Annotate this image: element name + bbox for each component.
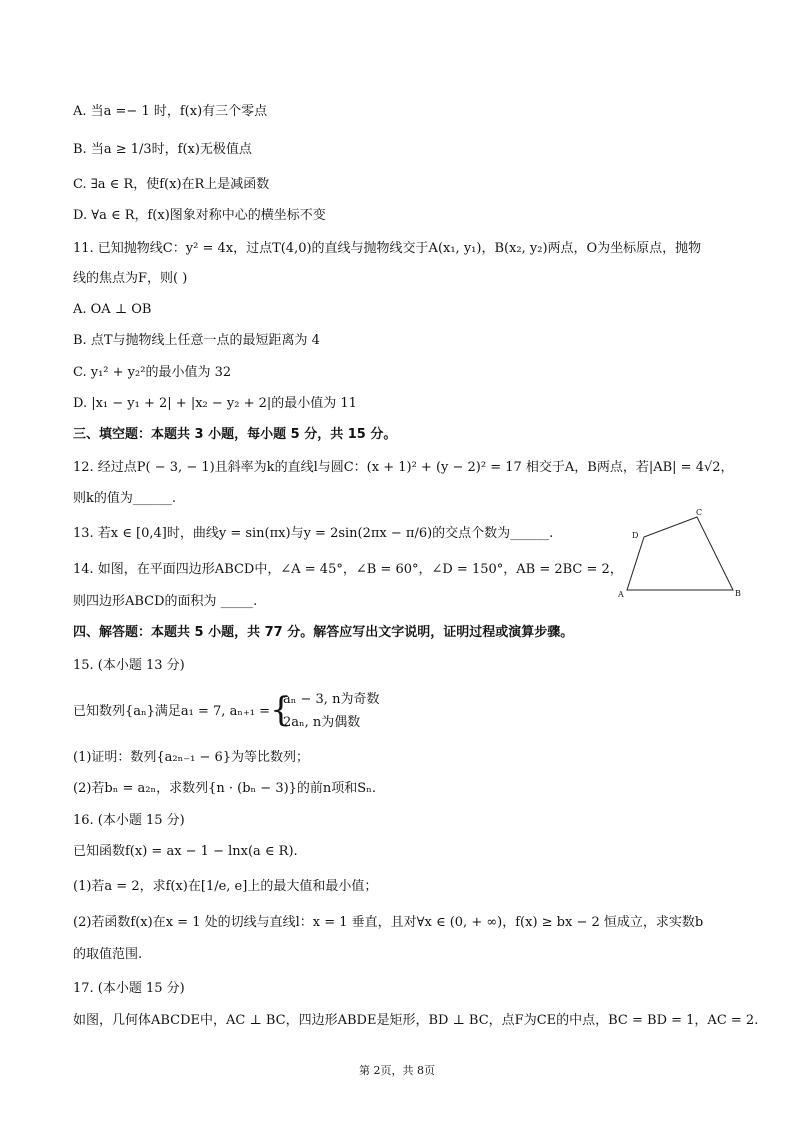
section-3-heading: 三、填空题：本题共 3 小题，每小题 5 分，共 15 分。 [73,427,397,442]
line-q16-part2a: (2)若函数f(x)在x = 1 处的切线与直线l：x = 1 垂直，且对∀x ∈ (0, + ∞)，f(x) ≥ bx − 2 恒成立，求实数b [73,915,704,930]
line-q11-2: 线的焦点为F，则( ) [73,271,188,286]
line-d10: D. ∀a ∈ R，f(x)图象对称中心的横坐标不变 [73,208,326,223]
piecewise-case-2: 2aₙ, n为偶数 [283,715,361,730]
line-q11-1: 11. 已知抛物线C：y² = 4x，过点T(4,0)的直线与抛物线交于A(x₁, y₁)，B(x₂, y₂)两点，O为坐标原点，抛物 [73,241,702,256]
line-d11: D. |x₁ − y₁ + 2| + |x₂ − y₂ + 2|的最小值为 11 [73,396,357,411]
vertex-label-a: A [618,590,624,599]
line-q14-2: 则四边形ABCD的面积为 _____. [73,594,258,609]
line-q15-header: 15. (本小题 13 分) [73,658,185,673]
line-q16-part2b: 的取值范围. [73,947,143,962]
vertex-label-d: D [632,531,639,540]
line-b10: B. 当a ≥ 1/3时，f(x)无极值点 [73,142,252,157]
vertex-label-c: C [696,508,703,517]
line-q14-1: 14. 如图，在平面四边形ABCD中，∠A = 45°，∠B = 60°，∠D = 150°，AB = 2BC = 2， [73,562,623,577]
page-footer: 第 2页，共 8页 [359,1064,435,1077]
line-q17-header: 17. (本小题 15 分) [73,981,185,996]
line-q13: 13. 若x ∈ [0,4]时，曲线y = sin(πx)与y = 2sin(2πx − π/6)的交点个数为______. [73,526,554,541]
line-q12-2: 则k的值为______. [73,491,177,506]
line-q15-part1: (1)证明：数列{a₂ₙ₋₁ − 6}为等比数列； [73,750,310,765]
line-q17-statement: 如图，几何体ABCDE中，AC ⊥ BC，四边形ABDE是矩形，BD ⊥ BC，点F为CE的中点，BC = BD = 1，AC = 2. [73,1013,759,1028]
line-q16-header: 16. (本小题 15 分) [73,813,185,828]
line-c11: C. y₁² + y₂²的最小值为 32 [73,365,232,380]
line-q12-1: 12. 经过点P( − 3, − 1)且斜率为k的直线l与圆C：(x + 1)² + (y − 2)² = 17 相交于A，B两点，若|AB| = 4√2， [73,460,734,475]
line-b11: B. 点T与抛物线上任意一点的最短距离为 4 [73,333,320,348]
vertex-label-b: B [735,589,741,598]
section-4-heading: 四、解答题：本题共 5 小题，共 77 分。解答应写出文字说明，证明过程或演算步骤。 [73,625,574,640]
line-a10: A. 当a =− 1 时，f(x)有三个零点 [73,104,268,119]
line-a11: A. OA ⊥ OB [73,302,152,317]
line-q16-statement: 已知函数f(x) = ax − 1 − lnx(a ∈ R). [73,844,298,859]
quadrilateral-figure [614,505,744,600]
piecewise-case-1: aₙ − 3, n为奇数 [283,692,380,707]
line-q15-part2: (2)若bₙ = a₂ₙ，求数列{n · (bₙ − 3)}的前n项和Sₙ. [73,781,376,796]
line-c10: C. ∃a ∈ R，使f(x)在R上是减函数 [73,177,270,192]
quadrilateral-outline [627,517,733,590]
line-q16-part1: (1)若a = 2，求f(x)在[1/e, e]上的最大值和最小值； [73,879,378,894]
line-q15-statement: 已知数列{aₙ}满足a₁ = 7, aₙ₊₁ = [73,704,271,719]
piecewise-brace: { [270,690,292,730]
